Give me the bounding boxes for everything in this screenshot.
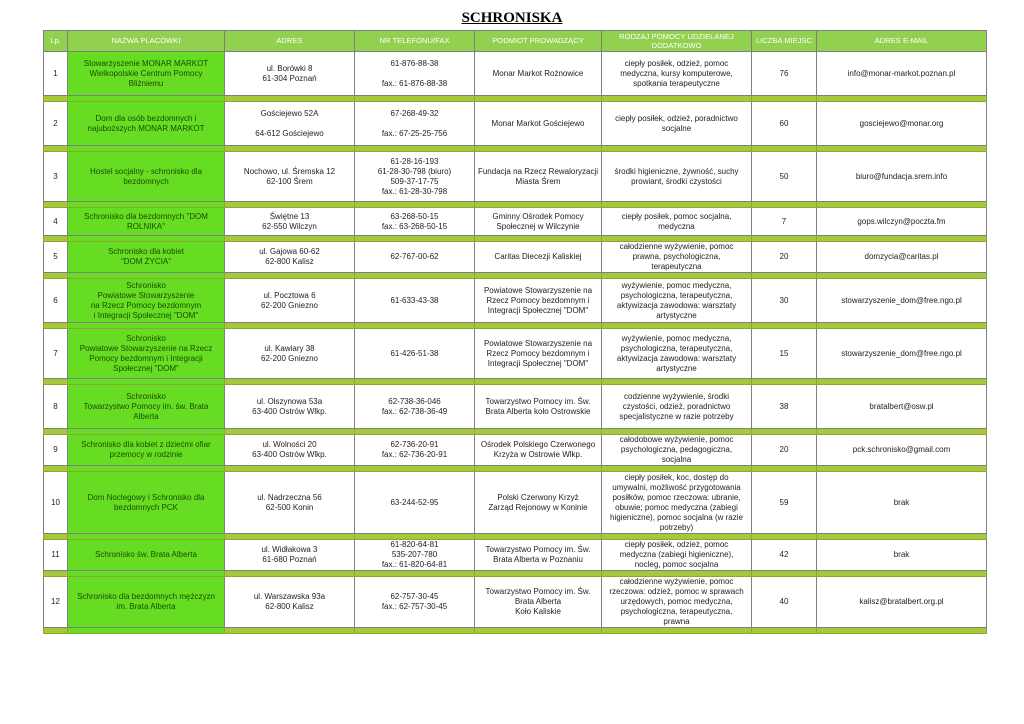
cell-org-line: Monar Markot Gościejewo [491,118,585,128]
cell-phone [355,472,475,534]
cell-org-line: Zarząd Rejonowy w Koninie [488,502,588,512]
cell-help-line: codzienne wyżywienie, środki [624,391,729,401]
cell-address [225,102,355,146]
cell-address [225,329,355,379]
cell-name-line: na Rzecz Pomocy bezdomnym [90,300,202,310]
cell-org [475,152,602,202]
header-org: PODMIOT PROWADZĄCY [475,31,602,52]
cell-help-line: środki higieniczne, żywność, suchy [614,166,739,176]
cell-address-line: ul. Nadrzeczna 56 [257,492,322,502]
cell-name-line: najuboższych MONAR MARKOT [87,123,205,133]
cell-address-line: 62-200 Gniezno [261,353,318,363]
cell-places: 38 [752,385,817,429]
table-row [44,208,987,236]
cell-help-line: prawna, psychologiczna, [632,252,721,261]
cell-help-line: aktywizacja zawodowa: warsztaty [616,300,737,310]
cell-lp: 7 [44,329,68,379]
cell-phone-line: fax.: 62-738-36-49 [381,406,448,416]
cell-org-line: Krzyża w Ostrowie Wlkp. [493,450,583,459]
cell-phone [355,52,475,96]
cell-lp: 1 [44,52,68,96]
cell-phone-line [357,69,472,79]
cell-name [68,152,225,202]
separator-cell [475,628,602,634]
cell-name-line: Hostel socjalny - schronisko dla [89,166,203,176]
cell-lp: 4 [44,208,68,236]
cell-org [475,52,602,96]
cell-address-line: ul. Widłakowa 3 [261,545,318,554]
header-name: NAZWA PLACÓWKI [68,31,225,52]
cell-help [602,152,752,202]
cell-places: 42 [752,540,817,571]
separator-cell [602,628,752,634]
cell-name-line: Dom Noclegowy i Schronisko dla [87,492,205,502]
cell-name-line: Alberta [133,411,159,421]
cell-org-line: Rzecz Pomocy bezdomnym i [486,295,590,305]
cell-address-line: 64-612 Gościejewo [255,128,324,138]
cell-name [68,385,225,429]
cell-name [68,435,225,466]
cell-email: biuro@fundacja.srem.info [817,152,987,202]
cell-address [225,472,355,534]
cell-address-line: ul. Olszynowa 53a [256,396,323,406]
cell-help-line: ciepły posiłek, pomoc socjalna, [621,211,732,221]
table-row [44,385,987,429]
cell-phone-line: fax.: 61-876-88-38 [381,78,448,88]
cell-phone-line: 63-268-50-15 [390,211,439,221]
cell-name-line: Powiatowe Stowarzyszenie na Rzecz [79,343,213,353]
cell-help [602,242,752,273]
cell-address-line: 62-800 Kalisz [265,257,314,266]
cell-help-line: psychologiczna, terapeutyczna, [620,343,733,353]
table-row [44,329,987,379]
cell-help-line: psychologiczna, pedagogiczna, [620,445,733,454]
cell-help-line: prowiant, środki czystości [631,176,722,186]
cell-name-line: Schronisko [126,391,166,401]
cell-phone [355,279,475,323]
cell-email: info@monar-markot.poznan.pl [817,52,987,96]
cell-phone-line: 62-736-20-91 [390,440,439,449]
cell-name-line: Stowarzyszenie MONAR MARKOT [83,58,209,68]
cell-name [68,540,225,571]
cell-org-line: Ośrodek Polskiego Czerwonego [480,440,596,449]
cell-help-line: medyczna [658,221,695,231]
cell-name-line: ROLNIKA" [127,221,165,231]
cell-address [225,152,355,202]
cell-address-line: 62-500 Konin [265,502,314,512]
cell-org [475,540,602,571]
cell-address [225,385,355,429]
cell-email: brak [817,472,987,534]
cell-address-line: Świętne 13 [269,211,310,221]
cell-name [68,279,225,323]
separator-cell [752,628,817,634]
cell-phone [355,385,475,429]
cell-help [602,435,752,466]
cell-help-line: wyżywienie, pomoc medyczna, [621,280,732,290]
cell-help-line: całodzienne wyżywienie, pomoc [619,577,734,586]
cell-org-line: Towarzystwo Pomocy im. Św. [485,545,591,554]
cell-phone-line: 61-28-16-193 [390,156,439,166]
cell-help-line: higieniczne), pomoc socjalna (w razie [610,512,743,522]
cell-name-line: Schronisko [126,333,166,343]
cell-lp: 11 [44,540,68,571]
cell-help [602,102,752,146]
cell-phone [355,152,475,202]
cell-org-line: Towarzystwo Pomocy im. Św. [485,396,591,406]
cell-phone [355,540,475,571]
cell-help-line: ciepły posiłek, koc, dostęp do [624,472,729,482]
cell-name-line: Powiatowe Stowarzyszenie [97,290,195,300]
cell-org-line: Brata Alberta w Poznaniu [493,555,583,564]
cell-email: stowarzyszenie_dom@free.ngo.pl [817,329,987,379]
header-phone: NR TELEFONU/FAX [355,31,475,52]
table-row [44,102,987,146]
cell-org-line: Caritas Diecezji Kaliskiej [494,252,582,261]
cell-help-line: ciepły posiłek, odzież, pomoc [624,58,729,68]
cell-help-line: czystości, odzież, poradnictwo [622,401,731,411]
cell-phone-line: 535-207-780 [391,550,438,559]
cell-phone-line: fax.: 62-736-20-91 [381,450,448,459]
cell-org-line: Monar Markot Rożnowice [492,68,584,78]
cell-lp: 9 [44,435,68,466]
cell-phone [355,208,475,236]
cell-org-line: Koło Kaliskie [515,607,561,616]
separator-row [44,628,987,634]
cell-org [475,472,602,534]
cell-phone-line: fax.: 61-820-64-81 [381,560,448,569]
cell-help-line: socjalna [661,455,692,464]
cell-lp: 10 [44,472,68,534]
cell-places: 50 [752,152,817,202]
cell-places: 40 [752,577,817,628]
table-row [44,435,987,466]
cell-phone-line: 67-268-49-32 [390,108,439,118]
cell-name-line: Schronisko dla bezdomnych mężczyzn [77,592,215,601]
cell-name-line: Wielkopolskie Centrum Pomocy [89,68,203,78]
header-lp: Lp. [44,31,68,52]
cell-phone [355,435,475,466]
cell-name-line: "DOM ŻYCIA" [120,257,172,266]
cell-help-line: posiłków, pomoc rzeczowa: ubranie, [612,492,741,502]
cell-org [475,102,602,146]
cell-email: pck.schronisko@gmail.com [817,435,987,466]
cell-phone [355,242,475,273]
cell-org-line: Brata Alberta koło Ostrowskie [485,406,591,416]
cell-help [602,540,752,571]
cell-lp: 3 [44,152,68,202]
cell-places: 76 [752,52,817,96]
cell-help-line: wyżywienie, pomoc medyczna, [621,333,732,343]
cell-help-line: spotkania terapeutyczne [633,78,720,88]
cell-address-line: 62-200 Gniezno [261,300,318,310]
separator-cell [68,628,225,634]
cell-org-line: Towarzystwo Pomocy im. Św. [485,587,591,596]
cell-address [225,242,355,273]
cell-lp: 2 [44,102,68,146]
cell-phone-line: 61-876-88-38 [390,58,439,68]
cell-lp: 6 [44,279,68,323]
cell-help [602,329,752,379]
cell-help-line: terapeutyczna [651,262,702,271]
cell-name-line: Pomocy bezdomnym i Integracji [89,353,203,363]
cell-lp: 12 [44,577,68,628]
cell-org-line: Miasta Śrem [515,176,561,186]
cell-org [475,242,602,273]
cell-help-line: prawna [663,617,690,626]
cell-help-line: potrzeby) [659,522,694,532]
cell-email: gosciejewo@monar.org [817,102,987,146]
cell-name-line: Schronisko św. Brata Alberta [95,550,197,559]
cell-email: gops.wilczyn@poczta.fm [817,208,987,236]
cell-help-line: całodobowe wyżywienie, pomoc [619,435,734,444]
cell-address [225,52,355,96]
cell-phone-line: fax.: 63-268-50-15 [381,221,448,231]
cell-name-line: Bliźniemu [128,78,164,88]
cell-help-line: ciepły posiłek, odzież, poradnictwo [615,113,738,123]
cell-phone-line: fax.: 61-28-30-798 [381,186,448,196]
cell-places: 59 [752,472,817,534]
cell-phone-line: 61-28-30-798 (biuro) [377,166,452,176]
cell-org-line: Rzecz Pomocy bezdomnym i [486,348,590,358]
table-row [44,52,987,96]
cell-help [602,577,752,628]
cell-email: bratalbert@osw.pl [817,385,987,429]
cell-phone-line: 62-738-36-046 [388,396,441,406]
cell-phone-line: 509-37-17-75 [390,176,439,186]
cell-address-line: 63-400 Ostrów Wlkp. [252,406,327,416]
cell-name-line: przemocy w rodzinie [109,450,183,459]
cell-org [475,208,602,236]
cell-name-line: Schronisko dla kobiet [107,247,185,256]
cell-org-line: Powiatowe Stowarzyszenie na [483,338,593,348]
cell-name [68,242,225,273]
cell-name-line: Towarzystwo Pomocy im. św. Brata [83,401,209,411]
header-email: ADRES E-MAIL [817,31,987,52]
cell-address-line: 62-800 Kalisz [265,602,314,611]
table-row [44,540,987,571]
cell-name-line: i Integracji Społecznej "DOM" [93,310,199,320]
cell-address-line [227,119,352,129]
cell-email: domzycia@caritas.pl [817,242,987,273]
cell-name-line: Dom dla osób bezdomnych i [95,113,197,123]
cell-name [68,329,225,379]
cell-phone-line: 61-633-43-38 [390,295,439,305]
cell-address-line: 63-400 Ostrów Wlkp. [252,450,327,459]
cell-address-line: ul. Borówki 8 [266,63,313,73]
cell-address [225,540,355,571]
cell-phone-line: 63-244-52-95 [390,497,439,507]
cell-name [68,208,225,236]
cell-address-line: Gościejewo 52A [260,108,319,118]
cell-email: kalisz@bratalbert.org.pl [817,577,987,628]
cell-help-line: obuwie; pomoc medyczna (zabiegi [615,502,738,512]
cell-help [602,385,752,429]
cell-address-line: 61-304 Poznań [262,73,317,83]
cell-help-line: socjalne [661,123,692,133]
header-address: ADRES [225,31,355,52]
cell-places: 15 [752,329,817,379]
cell-phone-line: 62-767-00-62 [390,252,439,261]
cell-name [68,472,225,534]
cell-phone [355,102,475,146]
header-places: LICZBA MIEJSC [752,31,817,52]
cell-help-line: psychologiczna, terapeutyczna, [620,607,733,616]
header-help: RODZAJ POMOCY UDZIELANEJ DODATKOWO [602,31,752,52]
cell-name-line: Schronisko dla kobiet z dziećmi ofiar [81,440,211,449]
cell-places: 20 [752,242,817,273]
cell-help-line: aktywizacja zawodowa: warsztaty [616,353,737,363]
cell-help-line: nocleg, pomoc socjalna [634,560,719,569]
cell-help-line: psychologiczna, terapeutyczna, [620,290,733,300]
cell-places: 7 [752,208,817,236]
cell-email: brak [817,540,987,571]
cell-org [475,435,602,466]
table-row [44,152,987,202]
cell-org-line: Brata Alberta [514,597,562,606]
cell-phone-line [357,119,472,129]
cell-org [475,385,602,429]
cell-phone [355,577,475,628]
table-row [44,577,987,628]
cell-address [225,208,355,236]
cell-name [68,52,225,96]
table-row [44,242,987,273]
table-row [44,279,987,323]
cell-org [475,577,602,628]
cell-phone-line: 61-820-64-81 [390,540,439,549]
cell-org-line: Gminny Ośrodek Pomocy [492,211,584,221]
cell-name-line: Schronisko dla bezdomnych "DOM [84,211,208,221]
cell-org-line: Polski Czerwony Krzyż [497,492,579,502]
cell-email: stowarzyszenie_dom@free.ngo.pl [817,279,987,323]
cell-address-line: ul. Warszawska 93a [253,592,326,601]
cell-help-line: rzeczowa: odzież, pomoc w sprawach [609,587,744,596]
cell-org [475,279,602,323]
cell-name [68,102,225,146]
separator-cell [355,628,475,634]
separator-cell [44,628,68,634]
cell-name-line: Społecznej "DOM" [113,363,179,373]
cell-help-line: specjalistyczne w razie potrzeby [619,411,734,421]
cell-phone-line: 61-426-51-38 [390,348,439,358]
cell-address-line: Nochowo, ul. Śremska 12 [243,166,336,176]
cell-address-line: 62-100 Śrem [266,176,313,186]
cell-phone-line: 62-757-30-45 [390,592,439,601]
cell-name-line: bezdomnych [123,176,169,186]
cell-address-line: ul. Pocztowa 6 [263,290,316,300]
cell-address [225,577,355,628]
cell-lp: 8 [44,385,68,429]
cell-phone-line: fax.: 67-25-25-756 [381,128,448,138]
cell-help-line: ciepły posiłek, odzież, pomoc [624,540,729,549]
separator-cell [225,628,355,634]
cell-address-line: ul. Wolności 20 [262,440,317,449]
cell-address-line: 61-680 Poznań [262,555,317,564]
cell-org-line: Społecznej w Wilczynie [496,221,580,231]
cell-help-line: artystyczne [656,310,697,320]
cell-help [602,208,752,236]
cell-org-line: Integracji Społecznej "DOM" [487,305,589,315]
cell-name [68,577,225,628]
cell-lp: 5 [44,242,68,273]
cell-help [602,279,752,323]
cell-org [475,329,602,379]
cell-help-line: całodzienne wyżywienie, pomoc [619,242,734,251]
cell-address-line: 62-550 Wilczyn [262,221,317,231]
header-row [44,31,987,52]
separator-cell [817,628,987,634]
cell-name-line: Schronisko [126,280,166,290]
cell-address [225,279,355,323]
table-row [44,472,987,534]
cell-phone [355,329,475,379]
cell-org-line: Powiatowe Stowarzyszenie na [483,285,593,295]
cell-places: 20 [752,435,817,466]
cell-org-line: Integracji Społecznej "DOM" [487,358,589,368]
cell-places: 30 [752,279,817,323]
cell-phone-line: fax.: 62-757-30-45 [381,602,448,611]
page-title: SCHRONISKA [461,10,563,26]
cell-help-line: artystyczne [656,363,697,373]
cell-help-line: medyczna (zabiegi higieniczne), [619,550,734,559]
cell-name-line: im. Brata Alberta [116,602,176,611]
cell-help [602,52,752,96]
table-body [44,52,987,634]
cell-help-line: medyczna, kursy komputerowe, [620,68,733,78]
cell-address-line: ul. Gajowa 60-62 [259,247,320,256]
cell-address [225,435,355,466]
cell-help-line: urzędowych, pomoc medyczna, [620,597,733,606]
cell-org-line: Fundacja na Rzecz Rewaloryzacji [477,166,599,176]
cell-places: 60 [752,102,817,146]
cell-name-line: bezdomnych PCK [113,502,179,512]
cell-help [602,472,752,534]
cell-address-line: ul. Kawiary 38 [264,343,315,353]
shelters-table [43,30,987,634]
cell-help-line: umywalni, możliwość przygotowania [612,482,741,492]
